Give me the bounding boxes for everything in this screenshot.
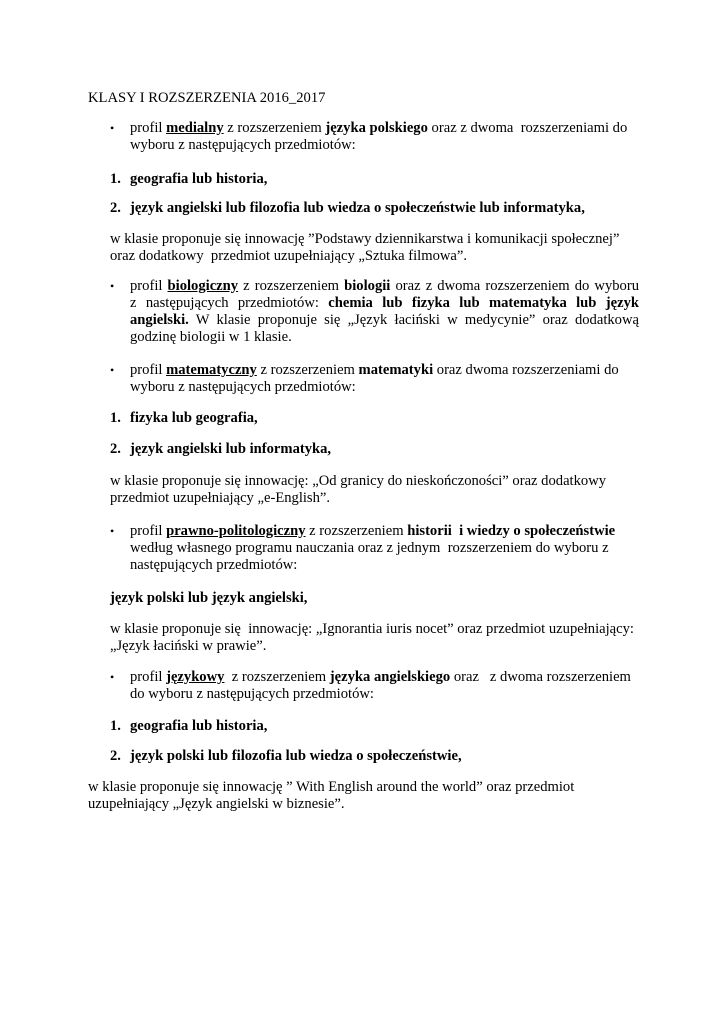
profil-prawno-line3: następujących przedmiotów: [130,557,298,573]
jezykowy-option-1: geografia lub historia, [130,718,268,734]
jezykowy-note-line1: w klasie proponuje się innowację ” With English around the world” oraz przedmiot [88,779,575,795]
subject-biologia: biologii [344,278,391,294]
subject-matematyka: matematyki [358,362,434,378]
medialny-note-line1: w klasie proponuje się innowację ”Podstawy dziennikarstwa i komunikacji społecznej” [110,231,620,247]
medialny-option-1: geografia lub historia, [130,171,268,187]
profil-jezykowy-line2: do wyboru z następujących przedmiotów: [130,686,374,702]
profil-prawno-line1 [130,523,615,540]
list-number: 1. [110,718,121,734]
biologiczny-options: chemia lub fizyka lub matematyka lub język [328,295,639,311]
matematyczny-note-line1: w klasie proponuje się innowację: „Od granicy do nieskończoności” oraz dodatkowy [110,473,607,489]
text: z następujących przedmiotów: [130,295,329,311]
text: oraz z dwoma rozszerzeniami do [427,120,628,136]
text: z rozszerzeniem [238,278,345,294]
text: z rozszerzeniem [223,120,326,136]
bullet-medialny: • [110,121,115,135]
matematyczny-option-2: język angielski lub informatyka, [130,441,332,457]
profil-biologiczny-line1 [130,278,639,295]
matematyczny-option-1: fizyka lub geografia, [130,410,258,426]
text: profil [130,120,167,136]
bullet-matematyczny: • [110,363,115,377]
medialny-option-2: język angielski lub filozofia lub wiedza o społeczeństwie lub informatyka, [130,200,585,216]
matematyczny-note-line2: przedmiot uzupełniający „e-English”. [110,490,331,506]
prawno-note-line2: „Język łaciński w prawie”. [110,638,267,654]
prawno-choice: język polski lub język angielski, [110,590,308,606]
profil-biologiczny-line2 [130,295,639,312]
list-number: 1. [110,410,121,426]
profil-medialny-line2: wyboru z następujących przedmiotów: [130,137,356,153]
text: profil [130,669,167,685]
profil-name-jezykowy: językowy [166,669,225,685]
prawno-note-line1: w klasie proponuje się innowację: „Ignorantia iuris nocet” oraz przedmiot uzupełniający: [110,621,634,637]
subject-jezyk-polski: języka polskiego [325,120,428,136]
text: z rozszerzeniem [305,523,408,539]
text: profil [130,523,167,539]
text: oraz dwoma rozszerzeniami do [433,362,619,378]
text: oraz z dwoma rozszerzeniem [450,669,631,685]
document-title: KLASY I ROZSZERZENIA 2016_2017 [88,90,326,106]
text: z rozszerzeniem [256,362,359,378]
profil-biologiczny-line3 [130,312,639,329]
jezykowy-option-2: język polski lub filozofia lub wiedza o społeczeństwie, [130,748,462,764]
list-number: 2. [110,441,121,457]
profil-name-prawno: prawno-politologiczny [166,523,306,539]
profil-prawno-line2: według własnego programu nauczania oraz z jednym rozszerzeniem do wyboru z [130,540,609,556]
bullet-prawno: • [110,524,115,538]
list-number: 2. [110,200,121,216]
profil-name-matematyczny: matematyczny [166,362,257,378]
profil-biologiczny-line4: godzinę biologii w 1 klasie. [130,329,292,345]
profil-matematyczny-line1 [130,362,619,379]
text: oraz z dwoma rozszerzeniem do wyboru [390,278,639,294]
bullet-biologiczny: • [110,279,115,293]
profil-jezykowy-line1 [130,669,631,686]
list-number: 2. [110,748,121,764]
list-number: 1. [110,171,121,187]
medialny-note-line2: oraz dodatkowy przedmiot uzupełniający „Sztuka filmowa”. [110,248,468,264]
bullet-jezykowy: • [110,670,115,684]
text: profil [130,278,168,294]
profil-name-biologiczny: biologiczny [167,278,239,294]
subject-jezyk-angielski: języka angielskiego [329,669,451,685]
text: W klasie proponuje się „Język łaciński w medycynie” oraz dodatkową [188,312,639,328]
text: profil [130,362,167,378]
profil-name-medialny: medialny [166,120,224,136]
jezykowy-note-line2: uzupełniający „Język angielski w biznesie”. [88,796,345,812]
biologiczny-options-end: angielski. [130,312,189,328]
subject-historia-wos: historii i wiedzy o społeczeństwie [407,523,616,539]
text: z rozszerzeniem [224,669,330,685]
profil-matematyczny-line2: wyboru z następujących przedmiotów: [130,379,356,395]
profil-medialny-line1 [130,120,627,137]
